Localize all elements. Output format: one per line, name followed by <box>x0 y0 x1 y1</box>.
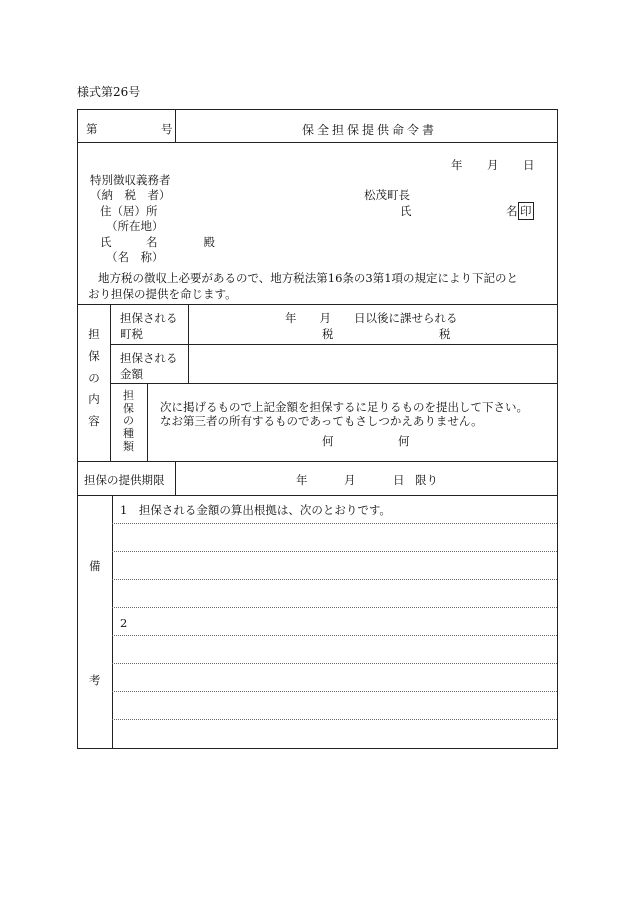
issuer-title: 松茂町長 <box>364 188 410 202</box>
remarks-dotted-line <box>112 691 557 692</box>
remarks-label-divider <box>112 495 113 748</box>
body-line-1: 地方税の徴収上必要があるので、地方税法第16条の3第1項の規定により下記のと <box>98 271 519 285</box>
remarks-label-bottom: 考 <box>89 673 101 687</box>
remarks-note-2: 2 <box>120 616 128 630</box>
body-line-2: おり担保の提供を命じます。 <box>88 287 237 301</box>
kind-instruction-line-1: 次に掲げるもので上記金額を担保するに足りるものを提出して下さい。 <box>160 400 528 414</box>
amount-label-line-2: 金額 <box>120 367 143 381</box>
remarks-dotted-line <box>112 551 557 552</box>
deadline-month: 月 <box>344 473 356 487</box>
issuer-name-right: 名 <box>506 204 518 218</box>
amount-row-rule <box>110 383 557 384</box>
number-prefix: 第 <box>86 122 98 136</box>
recipient-role-paren: （納 税 者） <box>90 188 171 202</box>
date-month: 月 <box>487 158 499 172</box>
tax-row-rule <box>110 344 557 345</box>
kind-item-a: 何 <box>322 434 334 448</box>
deadline-divider <box>175 461 176 495</box>
deadline-day: 日 <box>393 473 405 487</box>
kind-item-b: 何 <box>398 434 410 448</box>
header-divider <box>175 110 176 142</box>
remarks-dotted-line <box>112 663 557 664</box>
tax-label-line-2: 町税 <box>120 327 143 341</box>
remarks-note-1: 1 担保される金額の算出根拠は、次のとおりです。 <box>120 503 391 517</box>
kind-label: 担 保 の 種 類 <box>123 389 134 453</box>
header-bottom-rule <box>78 142 557 143</box>
tax-label-line-1: 担保される <box>120 311 178 325</box>
details-section-label: 担 保 の 内 容 <box>88 327 100 429</box>
seal-mark: 印 <box>520 204 532 218</box>
recipient-role: 特別徴収義務者 <box>90 173 171 187</box>
recipient-name-label-paren: （名 称） <box>106 250 164 264</box>
deadline-year: 年 <box>296 473 308 487</box>
date-day: 日 <box>523 158 535 172</box>
kind-label-divider <box>147 383 148 461</box>
address-label: 住（居）所 <box>100 204 158 218</box>
deadline-bottom-rule <box>78 495 557 496</box>
remarks-dotted-line <box>112 719 557 720</box>
recipient-name-label: 氏 名 殿 <box>100 235 215 249</box>
deadline-limit: 限り <box>415 473 438 487</box>
tax-type-b: 税 <box>439 327 451 341</box>
remarks-label-top: 備 <box>89 559 101 573</box>
remarks-dotted-line <box>112 635 557 636</box>
tax-type-a: 税 <box>322 327 334 341</box>
kind-instruction-line-2: なお第三者の所有するものであってもさしつかえありません。 <box>160 414 483 428</box>
form-title: 保全担保提供命令書 <box>302 123 438 137</box>
date-year: 年 <box>451 158 463 172</box>
remarks-dotted-line <box>112 523 557 524</box>
notice-bottom-rule <box>78 304 557 305</box>
form-number: 様式第26号 <box>77 85 141 99</box>
address-label-paren: （所在地） <box>106 219 164 233</box>
details-bottom-rule <box>78 461 557 462</box>
remarks-dotted-line <box>112 579 557 580</box>
number-suffix: 号 <box>161 122 173 136</box>
order-form <box>77 109 558 749</box>
amount-label-line-1: 担保される <box>120 351 178 365</box>
issuer-name-left: 氏 <box>400 204 412 218</box>
tax-period-text: 年 月 日以後に課せられる <box>285 311 458 325</box>
remarks-dotted-line <box>112 607 557 608</box>
deadline-label: 担保の提供期限 <box>84 473 165 487</box>
